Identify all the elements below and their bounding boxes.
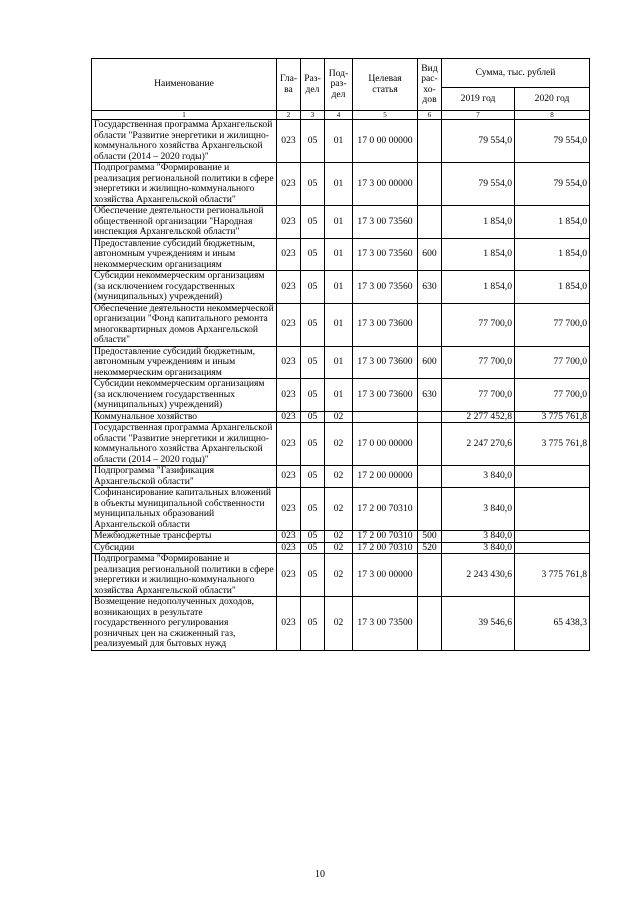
row-podrazdel: 01 bbox=[325, 163, 353, 206]
row-target: 17 3 00 73500 bbox=[353, 597, 418, 651]
row-amount-2020 bbox=[515, 488, 590, 531]
row-razdel: 05 bbox=[301, 163, 325, 206]
table-header bbox=[92, 59, 590, 120]
header-target bbox=[353, 59, 418, 111]
row-name: Обеспечение деятельности некоммерческой организации "Фонд капитального ремонта многоквартирных домов Архангельской области" bbox=[92, 303, 277, 346]
row-name: Подпрограмма "Формирование и реализация региональной политики в сфере энергетики и жилищно-коммунального хозяйства Архангельской области" bbox=[92, 554, 277, 597]
index-cell: 2 bbox=[277, 111, 301, 120]
row-razdel: 05 bbox=[301, 488, 325, 531]
row-vid bbox=[418, 120, 442, 163]
row-target: 17 3 00 73560 bbox=[353, 271, 418, 304]
row-target bbox=[353, 411, 418, 423]
page-number: 10 bbox=[315, 869, 325, 880]
row-amount-2019: 39 546,6 bbox=[442, 597, 515, 651]
row-vid bbox=[418, 466, 442, 488]
row-glava: 023 bbox=[277, 163, 301, 206]
header-podrazdel-text: Под- раз- дел bbox=[328, 67, 349, 100]
header-glava-text: Гла- ва bbox=[279, 73, 298, 95]
table-row bbox=[92, 271, 590, 304]
row-razdel: 05 bbox=[301, 466, 325, 488]
row-name: Софинансирование капитальных вложений в объекты муниципальной собственности муниципальных образований Архангельской области bbox=[92, 488, 277, 531]
row-podrazdel: 01 bbox=[325, 206, 353, 239]
row-target: 17 3 00 00000 bbox=[353, 163, 418, 206]
header-sum: Сумма, тыс. рублей bbox=[442, 59, 590, 88]
row-razdel: 05 bbox=[301, 411, 325, 423]
row-amount-2019: 3 840,0 bbox=[442, 542, 515, 554]
row-amount-2020: 77 700,0 bbox=[515, 346, 590, 379]
row-vid: 520 bbox=[418, 542, 442, 554]
row-glava: 023 bbox=[277, 411, 301, 423]
row-vid: 600 bbox=[418, 238, 442, 271]
row-podrazdel: 01 bbox=[325, 303, 353, 346]
row-razdel: 05 bbox=[301, 238, 325, 271]
row-amount-2019: 77 700,0 bbox=[442, 346, 515, 379]
row-vid: 500 bbox=[418, 531, 442, 543]
row-name: Субсидии некоммерческим организациям (за исключением государственных (муниципальных) учреждений) bbox=[92, 271, 277, 304]
table-row bbox=[92, 531, 590, 543]
row-name: Предоставление субсидий бюджетным, автономным учреждениям и иным некоммерческим организациям bbox=[92, 238, 277, 271]
row-podrazdel: 01 bbox=[325, 120, 353, 163]
row-amount-2020: 3 775 761,8 bbox=[515, 423, 590, 466]
row-glava: 023 bbox=[277, 531, 301, 543]
row-razdel: 05 bbox=[301, 206, 325, 239]
row-target: 17 3 00 73560 bbox=[353, 206, 418, 239]
budget-table bbox=[91, 58, 590, 651]
row-name: Субсидии bbox=[92, 542, 277, 554]
row-vid bbox=[418, 303, 442, 346]
row-glava: 023 bbox=[277, 379, 301, 412]
row-vid bbox=[418, 423, 442, 466]
row-amount-2020: 65 438,3 bbox=[515, 597, 590, 651]
row-amount-2020: 3 775 761,8 bbox=[515, 411, 590, 423]
row-vid: 630 bbox=[418, 379, 442, 412]
row-name: Возмещение недополученных доходов, возникающих в результате государственного регулирования розничных цен на сжиженный газ, реализуемый для бытовых нужд bbox=[92, 597, 277, 651]
row-name: Государственная программа Архангельской области "Развитие энергетики и жилищно-коммунального хозяйства Архангельской области (2014 – 2020 годы)" bbox=[92, 120, 277, 163]
row-name: Подпрограмма "Формирование и реализация региональной политики в сфере энергетики и жилищно-коммунального хозяйства Архангельской области" bbox=[92, 163, 277, 206]
row-amount-2019: 77 700,0 bbox=[442, 379, 515, 412]
row-target: 17 2 00 00000 bbox=[353, 466, 418, 488]
row-amount-2019: 2 247 270,6 bbox=[442, 423, 515, 466]
header-razdel-text: Раз- дел bbox=[304, 73, 321, 95]
table-row bbox=[92, 542, 590, 554]
row-razdel: 05 bbox=[301, 303, 325, 346]
table-row bbox=[92, 488, 590, 531]
row-name: Субсидии некоммерческим организациям (за исключением государственных (муниципальных) учреждений) bbox=[92, 379, 277, 412]
row-podrazdel: 02 bbox=[325, 597, 353, 651]
header-podrazdel bbox=[325, 59, 353, 111]
row-podrazdel: 02 bbox=[325, 554, 353, 597]
row-vid bbox=[418, 411, 442, 423]
row-razdel: 05 bbox=[301, 597, 325, 651]
row-name: Коммунальное хозяйство bbox=[92, 411, 277, 423]
row-podrazdel: 02 bbox=[325, 542, 353, 554]
row-amount-2019: 79 554,0 bbox=[442, 163, 515, 206]
row-podrazdel: 01 bbox=[325, 379, 353, 412]
row-glava: 023 bbox=[277, 423, 301, 466]
header-glava bbox=[277, 59, 301, 111]
row-amount-2019: 3 840,0 bbox=[442, 488, 515, 531]
row-amount-2020: 79 554,0 bbox=[515, 163, 590, 206]
table-row bbox=[92, 346, 590, 379]
header-year-2019: 2019 год bbox=[442, 88, 515, 111]
header-vid-text: Вид рас- хо- дов bbox=[421, 62, 438, 105]
row-glava: 023 bbox=[277, 238, 301, 271]
row-podrazdel: 02 bbox=[325, 411, 353, 423]
row-podrazdel: 01 bbox=[325, 346, 353, 379]
row-amount-2019: 1 854,0 bbox=[442, 238, 515, 271]
row-amount-2019: 1 854,0 bbox=[442, 271, 515, 304]
row-name: Государственная программа Архангельской области "Развитие энергетики и жилищно-коммунального хозяйства Архангельской области (2014 – 2020 годы)" bbox=[92, 423, 277, 466]
index-cell: 5 bbox=[353, 111, 418, 120]
index-cell: 1 bbox=[92, 111, 277, 120]
row-amount-2020 bbox=[515, 531, 590, 543]
row-razdel: 05 bbox=[301, 120, 325, 163]
row-amount-2019: 2 277 452,8 bbox=[442, 411, 515, 423]
row-amount-2020: 1 854,0 bbox=[515, 206, 590, 239]
row-vid bbox=[418, 488, 442, 531]
row-podrazdel: 02 bbox=[325, 531, 353, 543]
row-glava: 023 bbox=[277, 554, 301, 597]
row-amount-2019: 1 854,0 bbox=[442, 206, 515, 239]
table-row bbox=[92, 554, 590, 597]
row-vid: 630 bbox=[418, 271, 442, 304]
header-name: Наименование bbox=[92, 59, 277, 111]
row-amount-2019: 3 840,0 bbox=[442, 531, 515, 543]
row-vid bbox=[418, 163, 442, 206]
header-vid bbox=[418, 59, 442, 111]
row-podrazdel: 02 bbox=[325, 423, 353, 466]
row-razdel: 05 bbox=[301, 542, 325, 554]
index-cell: 6 bbox=[418, 111, 442, 120]
row-podrazdel: 01 bbox=[325, 238, 353, 271]
row-name: Подпрограмма "Газификация Архангельской области" bbox=[92, 466, 277, 488]
row-razdel: 05 bbox=[301, 554, 325, 597]
row-target: 17 0 00 00000 bbox=[353, 423, 418, 466]
row-name: Межбюджетные трансферты bbox=[92, 531, 277, 543]
table-row bbox=[92, 206, 590, 239]
row-podrazdel: 02 bbox=[325, 466, 353, 488]
row-amount-2019: 2 243 430,6 bbox=[442, 554, 515, 597]
row-amount-2020: 3 775 761,8 bbox=[515, 554, 590, 597]
table-row bbox=[92, 120, 590, 163]
row-vid bbox=[418, 597, 442, 651]
row-target: 17 3 00 00000 bbox=[353, 554, 418, 597]
row-amount-2020 bbox=[515, 466, 590, 488]
row-amount-2020: 1 854,0 bbox=[515, 238, 590, 271]
row-podrazdel: 02 bbox=[325, 488, 353, 531]
row-glava: 023 bbox=[277, 597, 301, 651]
row-target: 17 0 00 00000 bbox=[353, 120, 418, 163]
row-target: 17 3 00 73600 bbox=[353, 379, 418, 412]
row-amount-2019: 77 700,0 bbox=[442, 303, 515, 346]
row-target: 17 2 00 70310 bbox=[353, 488, 418, 531]
index-cell: 7 bbox=[442, 111, 515, 120]
row-target: 17 3 00 73600 bbox=[353, 346, 418, 379]
row-razdel: 05 bbox=[301, 531, 325, 543]
row-name: Обеспечение деятельности региональной общественной организации "Народная инспекция Архангельской области" bbox=[92, 206, 277, 239]
row-target: 17 3 00 73560 bbox=[353, 238, 418, 271]
row-razdel: 05 bbox=[301, 423, 325, 466]
header-razdel bbox=[301, 59, 325, 111]
row-target: 17 2 00 70310 bbox=[353, 531, 418, 543]
table-body bbox=[92, 120, 590, 651]
row-name: Предоставление субсидий бюджетным, автономным учреждениям и иным некоммерческим организациям bbox=[92, 346, 277, 379]
row-amount-2020: 1 854,0 bbox=[515, 271, 590, 304]
row-glava: 023 bbox=[277, 206, 301, 239]
table-row bbox=[92, 423, 590, 466]
table-row bbox=[92, 238, 590, 271]
row-amount-2019: 3 840,0 bbox=[442, 466, 515, 488]
row-target: 17 3 00 73600 bbox=[353, 303, 418, 346]
row-target: 17 2 00 70310 bbox=[353, 542, 418, 554]
row-amount-2020: 79 554,0 bbox=[515, 120, 590, 163]
table-row bbox=[92, 597, 590, 651]
row-glava: 023 bbox=[277, 120, 301, 163]
table-row bbox=[92, 163, 590, 206]
row-glava: 023 bbox=[277, 488, 301, 531]
row-amount-2019: 79 554,0 bbox=[442, 120, 515, 163]
row-razdel: 05 bbox=[301, 379, 325, 412]
index-cell: 4 bbox=[325, 111, 353, 120]
row-amount-2020: 77 700,0 bbox=[515, 303, 590, 346]
row-glava: 023 bbox=[277, 271, 301, 304]
row-razdel: 05 bbox=[301, 346, 325, 379]
row-vid bbox=[418, 554, 442, 597]
row-podrazdel: 01 bbox=[325, 271, 353, 304]
row-glava: 023 bbox=[277, 346, 301, 379]
row-amount-2020 bbox=[515, 542, 590, 554]
row-razdel: 05 bbox=[301, 271, 325, 304]
row-glava: 023 bbox=[277, 542, 301, 554]
table-row bbox=[92, 466, 590, 488]
row-vid bbox=[418, 206, 442, 239]
table-row bbox=[92, 379, 590, 412]
index-cell: 3 bbox=[301, 111, 325, 120]
row-vid: 600 bbox=[418, 346, 442, 379]
row-amount-2020: 77 700,0 bbox=[515, 379, 590, 412]
table-row bbox=[92, 303, 590, 346]
header-year-2020: 2020 год bbox=[515, 88, 590, 111]
row-glava: 023 bbox=[277, 303, 301, 346]
row-glava: 023 bbox=[277, 466, 301, 488]
index-cell: 8 bbox=[515, 111, 590, 120]
table-row bbox=[92, 411, 590, 423]
header-target-text: Целевая статья bbox=[368, 73, 402, 95]
